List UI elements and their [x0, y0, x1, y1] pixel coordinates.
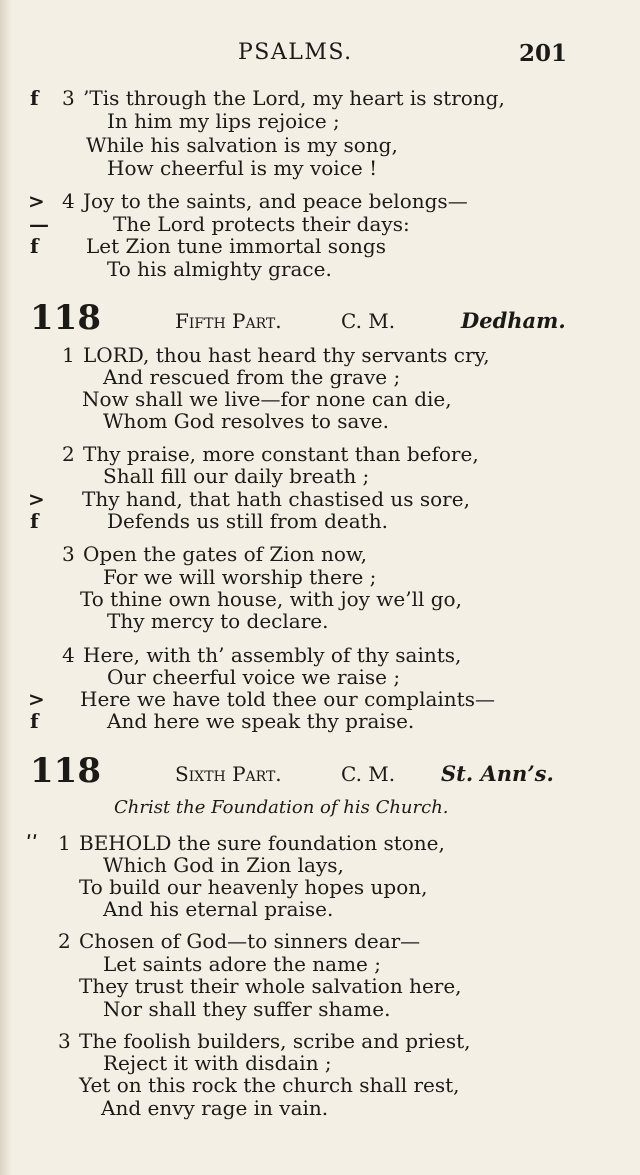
verse-line: Open the gates of Zion now,: [83, 542, 368, 566]
verse-line: And rescued from the grave ;: [103, 365, 401, 389]
dynamic-mark-crescendo: >: [28, 189, 45, 213]
verse-line: Reject it with disdain ;: [103, 1051, 332, 1075]
hymn-meter: C. M.: [341, 762, 396, 786]
verse-line: Nor shall they suffer shame.: [103, 997, 391, 1021]
verse-line: They trust their whole salvation here,: [79, 974, 462, 998]
verse-line: While his salvation is my song,: [86, 133, 398, 157]
verse-line: Chosen of God—to sinners dear—: [79, 929, 421, 953]
hymn-subtitle: Christ the Foundation of his Church.: [114, 797, 449, 818]
dynamic-mark-forte: f: [30, 86, 39, 110]
verse-line: How cheerful is my voice !: [107, 156, 378, 180]
verse-line: Thy mercy to declare.: [107, 609, 329, 633]
verse-line: To thine own house, with joy we’ll go,: [80, 587, 462, 611]
dynamic-mark-forte: f: [30, 234, 39, 258]
hymn-part: Sixth Part.: [175, 762, 282, 786]
verse-line: Shall fill our daily breath ;: [103, 464, 370, 488]
hymn-meter: C. M.: [341, 309, 396, 333]
verse-number: 4: [62, 643, 75, 667]
page-number: 201: [519, 40, 568, 67]
hymn-number: 118: [30, 298, 101, 338]
verse-number: 2: [58, 929, 71, 953]
verse-line: Now shall we live—for none can die,: [82, 387, 452, 411]
tune-name: St. Ann’s.: [441, 761, 554, 786]
verse-number: 4: [62, 189, 75, 213]
verse-line: And envy rage in vain.: [101, 1096, 329, 1120]
verse-line: The foolish builders, scribe and priest,: [79, 1029, 471, 1053]
verse-line: Thy praise, more constant than before,: [83, 442, 479, 466]
verse-line: LORD, thou hast heard thy servants cry,: [83, 343, 490, 367]
verse-line: ’Tis through the Lord, my heart is strong,: [83, 86, 505, 110]
dynamic-mark-dash: —: [29, 212, 49, 236]
dynamic-mark-fortissimo: ʹʹ: [26, 831, 39, 855]
verse-line: BEHOLD the sure foundation stone,: [79, 831, 445, 855]
verse-line: To build our heavenly hopes upon,: [79, 875, 428, 899]
verse-line: Defends us still from death.: [107, 509, 388, 533]
running-title: PSALMS.: [238, 40, 353, 65]
verse-line: Whom God resolves to save.: [103, 409, 389, 433]
dynamic-mark-crescendo: >: [28, 687, 45, 711]
dynamic-mark-forte: f: [30, 709, 39, 733]
verse-line: For we will worship there ;: [103, 565, 377, 589]
verse-number: 3: [58, 1029, 71, 1053]
dynamic-mark-crescendo: >: [28, 487, 45, 511]
hymn-number: 118: [30, 751, 101, 791]
verse-line: Here, with th’ assembly of thy saints,: [83, 643, 462, 667]
verse-line: Our cheerful voice we raise ;: [107, 665, 401, 689]
verse-line: Let saints adore the name ;: [103, 952, 381, 976]
verse-number: 3: [62, 86, 75, 110]
verse-line: Yet on this rock the church shall rest,: [79, 1073, 460, 1097]
verse-line: Joy to the saints, and peace belongs—: [83, 189, 468, 213]
verse-line: Thy hand, that hath chastised us sore,: [82, 487, 470, 511]
verse-number: 2: [62, 442, 75, 466]
verse-line: Let Zion tune immortal songs: [86, 234, 386, 258]
verse-number: 3: [62, 542, 75, 566]
verse-line: In him my lips rejoice ;: [107, 109, 340, 133]
verse-line: And his eternal praise.: [103, 897, 334, 921]
verse-line: And here we speak thy praise.: [107, 709, 415, 733]
verse-line: Here we have told thee our complaints—: [80, 687, 495, 711]
verse-line: To his almighty grace.: [107, 257, 332, 281]
dynamic-mark-forte: f: [30, 509, 39, 533]
verse-number: 1: [62, 343, 75, 367]
verse-line: The Lord protects their days:: [113, 212, 410, 236]
hymn-part: Fifth Part.: [175, 309, 282, 333]
verse-number: 1: [58, 831, 71, 855]
verse-line: Which God in Zion lays,: [103, 853, 344, 877]
tune-name: Dedham.: [461, 308, 566, 333]
